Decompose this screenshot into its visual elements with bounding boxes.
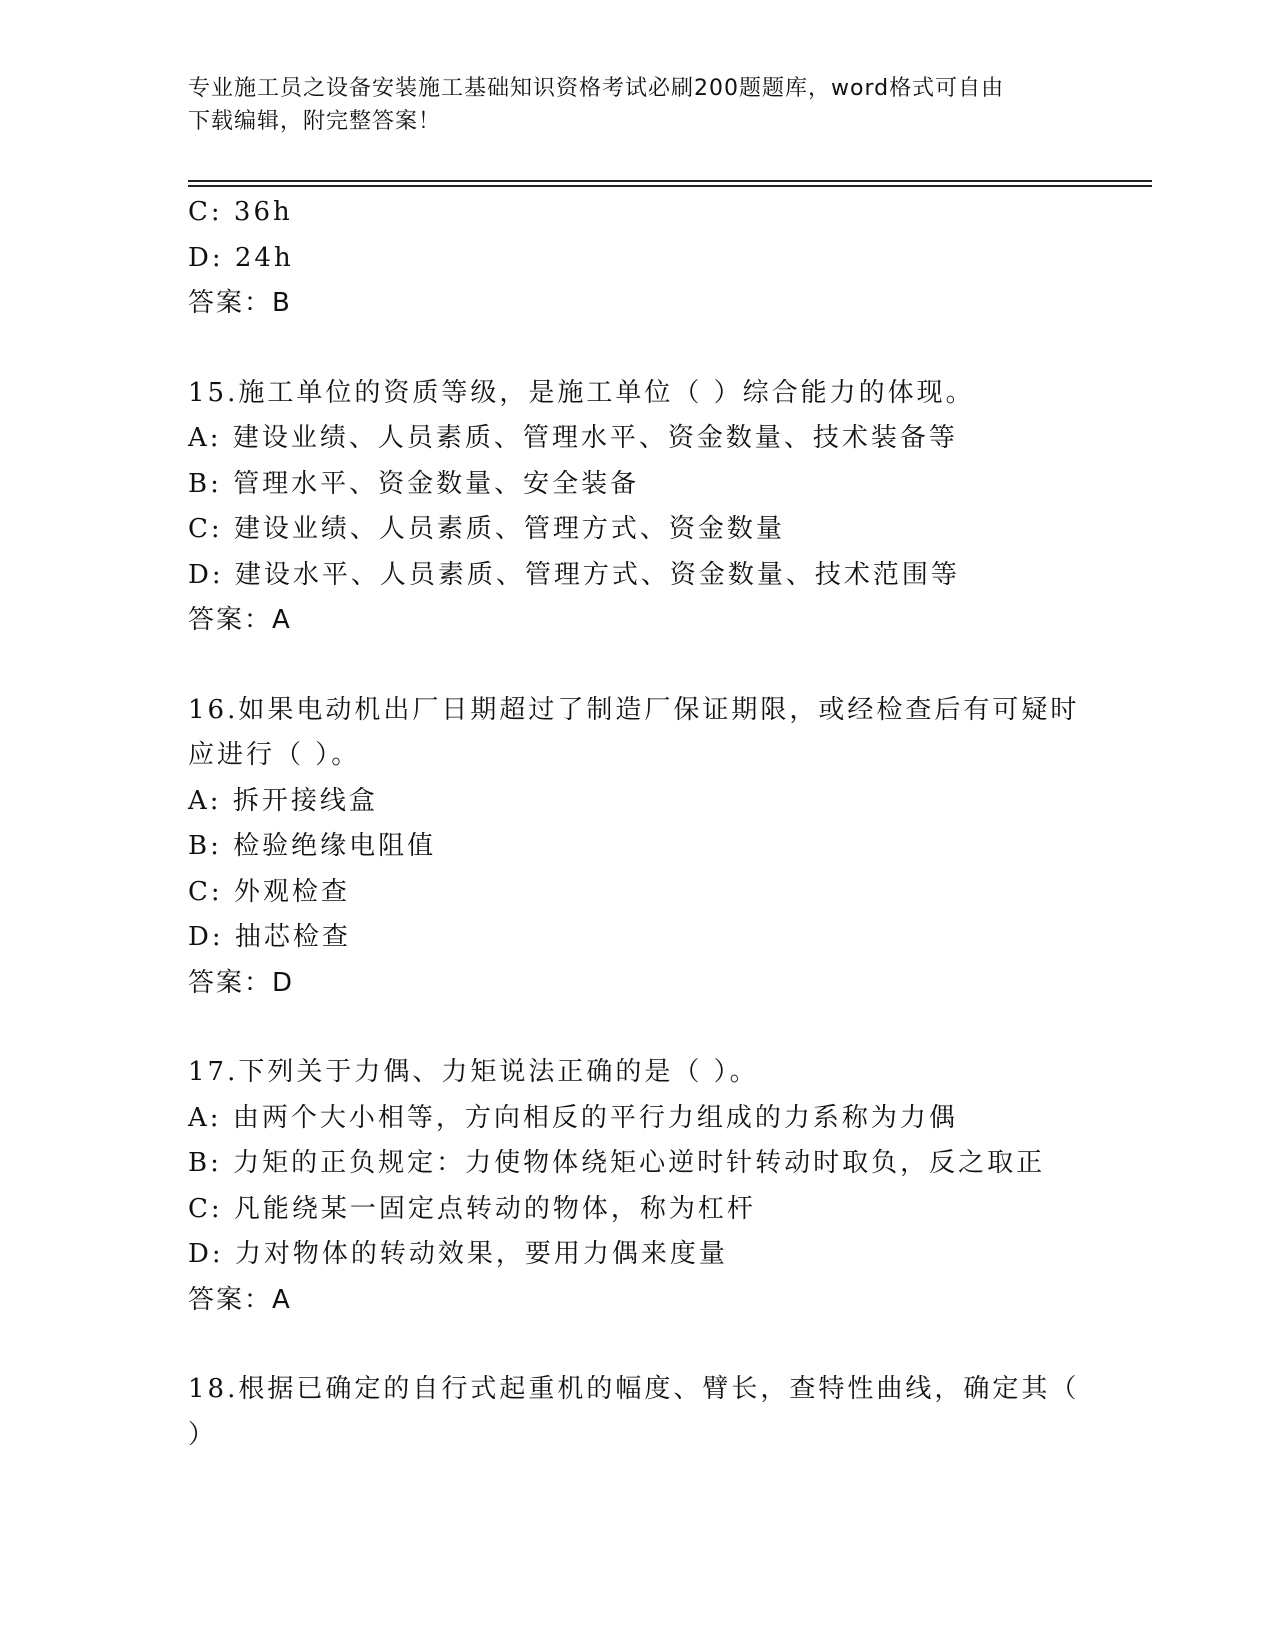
spacer <box>188 644 1108 688</box>
option-label: B: <box>188 468 222 499</box>
option-label: D: <box>188 922 224 952</box>
option-text: 力矩的正负规定：力使物体绕矩心逆时针转动时取负，反之取正 <box>233 1148 1046 1178</box>
option-c <box>188 190 1108 236</box>
header-title-line-2: 下载编辑，附完整答案！ <box>188 109 442 134</box>
question-number: 18. <box>188 1374 239 1404</box>
option-label: A: <box>188 423 222 453</box>
question-14-tail <box>188 190 1108 327</box>
option-label: D: <box>188 242 224 273</box>
option-text: 建设业绩、人员素质、管理方式、资金数量 <box>233 514 785 544</box>
question-text-line: 根据已确定的自行式起重机的幅度、臂长，查特性曲线，确定其（ <box>238 1374 1080 1404</box>
question-text <box>188 1367 1108 1413</box>
question-number: 16. <box>188 694 239 725</box>
option-text: 建设水平、人员素质、管理方式、资金数量、技术范围等 <box>234 559 960 590</box>
question-text-line: 如果电动机出厂日期超过了制造厂保证期限，或经检查后有可疑时 <box>238 694 1080 725</box>
question-16 <box>188 688 1108 1007</box>
option-text: 24h <box>234 242 294 273</box>
option-text: 36h <box>233 197 293 227</box>
option-b <box>188 824 1108 870</box>
question-text <box>188 371 1108 417</box>
answer-line: 答案：A <box>188 605 292 635</box>
question-text-line: 施工单位的资质等级，是施工单位（ ）综合能力的体现。 <box>238 377 975 408</box>
option-label: C: <box>188 876 223 907</box>
answer-line: 答案：B <box>188 288 292 318</box>
question-text <box>188 688 1108 734</box>
spacer <box>188 1006 1108 1050</box>
option-d <box>188 1232 1108 1278</box>
question-number: 17. <box>188 1057 239 1087</box>
option-c <box>188 507 1108 553</box>
question-18 <box>188 1367 1108 1458</box>
option-label: A: <box>188 1102 222 1133</box>
option-text: 力对物体的转动效果，要用力偶来度量 <box>234 1239 728 1269</box>
header-title-line-1: 专业施工员之设备安装施工基础知识资格考试必刷200题题库，word格式可自由 <box>188 76 1005 101</box>
question-text-continued: 应进行（ ）。 <box>188 740 361 770</box>
option-d <box>188 915 1108 961</box>
option-label: B: <box>188 1148 222 1178</box>
option-label: C: <box>188 197 223 227</box>
option-a <box>188 416 1108 462</box>
option-a <box>188 1096 1108 1142</box>
option-text: 外观检查 <box>233 876 350 907</box>
option-c <box>188 870 1108 916</box>
option-text: 检验绝缘电阻值 <box>233 831 437 861</box>
option-text: 管理水平、资金数量、安全装备 <box>233 468 640 499</box>
spacer <box>188 1323 1108 1367</box>
option-b <box>188 462 1108 508</box>
option-b <box>188 1141 1108 1187</box>
question-text-continued: ） <box>188 1419 218 1450</box>
option-d <box>188 553 1108 599</box>
question-text-line: 下列关于力偶、力矩说法正确的是（ ）。 <box>238 1057 759 1087</box>
document-header <box>188 72 1088 138</box>
option-d <box>188 236 1108 282</box>
option-text: 建设业绩、人员素质、管理水平、资金数量、技术装备等 <box>232 423 958 453</box>
option-label: D: <box>188 1239 224 1269</box>
document-body <box>188 190 1108 1458</box>
question-number: 15. <box>188 377 239 408</box>
option-text: 拆开接线盒 <box>232 785 378 816</box>
option-text: 凡能绕某一固定点转动的物体，称为杠杆 <box>233 1193 756 1224</box>
option-text: 由两个大小相等，方向相反的平行力组成的力系称为力偶 <box>232 1102 958 1133</box>
option-label: C: <box>188 1193 223 1224</box>
option-c <box>188 1187 1108 1233</box>
option-text: 抽芯检查 <box>234 922 351 952</box>
option-a <box>188 779 1108 825</box>
question-17 <box>188 1050 1108 1323</box>
option-label: B: <box>188 831 222 861</box>
spacer <box>188 327 1108 371</box>
option-label: D: <box>188 559 224 590</box>
question-text <box>188 1050 1108 1096</box>
answer-line: 答案：A <box>188 1284 292 1315</box>
header-divider-top <box>188 180 1152 182</box>
option-label: C: <box>188 514 223 544</box>
header-divider-bottom <box>188 185 1152 187</box>
option-label: A: <box>188 785 222 816</box>
answer-line: 答案：D <box>188 967 295 998</box>
question-15 <box>188 371 1108 644</box>
